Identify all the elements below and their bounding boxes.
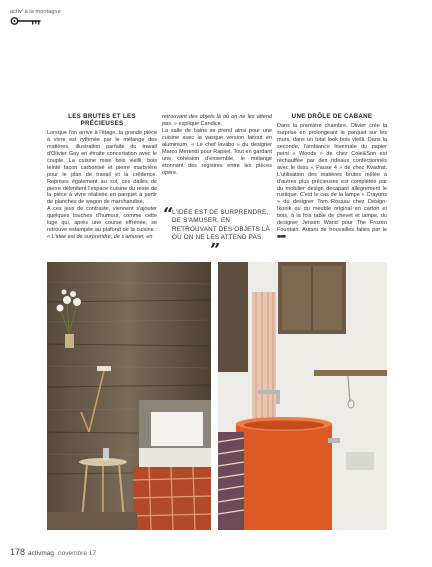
folio [10, 547, 96, 557]
bathroom-photo [218, 262, 387, 530]
section-heading: UNE DRÔLE DE CABANE [291, 113, 373, 120]
quote-open-mark: “ [163, 204, 174, 225]
paragraph: A ces jeux de contraste, viennent s'ajouter quelques touches d'humour, comme cette luge qui, après une course effrénée, se retrouve estampée au plafond de la cuisine : « L'idée est de surprendre, de s'amuser, en [47, 206, 157, 241]
paragraph: La salle de bains se prend ainsi pour une cuisine avec la vasque version faitout en aluminium, « Le chef lavabo » du designer Marco Merendi pour Rapsel. Tout en gardant une cohésion d'ensemble, le mélange étonnant des registres entre les pièces opère. [162, 127, 272, 176]
quote-close-mark: ” [210, 240, 221, 261]
article-column-1 [47, 114, 157, 241]
magazine-name: activmag [28, 550, 55, 557]
end-mark: ■■■ [277, 234, 286, 241]
pull-quote [163, 204, 277, 261]
issue-date: novembre 17 [58, 550, 96, 557]
key-icon [10, 16, 42, 26]
page-number: 178 [10, 547, 26, 557]
paragraph: retrouvant des objets là où on ne les attend pas. » explique Candice. [162, 114, 272, 127]
pull-quote-text: L'IDÉE EST DE SURPRENDRE, DE S'AMUSER, EN RETROUVANT DES OBJETS LÀ OÙ ON NE LES ATTEND PAS. [172, 209, 270, 241]
bedroom-photo [47, 262, 211, 530]
running-head: activ' à la montagne [10, 9, 61, 15]
article-column-3 [277, 114, 387, 241]
article-column-2 [162, 114, 272, 177]
paragraph: Dans la première chambre, Olivier crée la surprise en prolongeant le parquet sur les murs, dans un total look bois vieilli. Dans la seconde, l'ambiance hivernale du papier peint « Woods » de chez Cole&Son est réchauffée par des rideaux confectionnés avec le tissu « Pause 4 » de chez Kvadrat. L'utilisation des matières brutes mêlée à d'autres plus précieuses est complétée par du mobilier design décapant allègrement le rustique. C'est le cas de la lampe « Crayons » du designer Tom Rossau chez Design-Ikonik ou du meuble original en carton et bois, à la fois table de chevet et lampe, du designer Jensen Wand pour The Frozen Fountain. Autant de trouvailles faites par le ■■■ [277, 122, 387, 241]
paragraph: Lorsque l'on arrive à l'étage, la grande pièce à vivre est rythmée par le mélange des matières, illustration parfaite du travail d'Olivier Gay en étroite concertation avec le couple. La cuisine mixe bois vieilli, bois teinté façon carbonisé et pierre marbrière pour le plan de travail et la crédence. Reprises également au sol, ces dalles de pierre délimitent l'espace cuisine du reste de la pièce à vivre réalisée en parquet à partir de planches de wagon de marchandise. [47, 129, 157, 206]
section-heading: LES BRUTES ET LES PRÉCIEUSES [68, 113, 136, 127]
